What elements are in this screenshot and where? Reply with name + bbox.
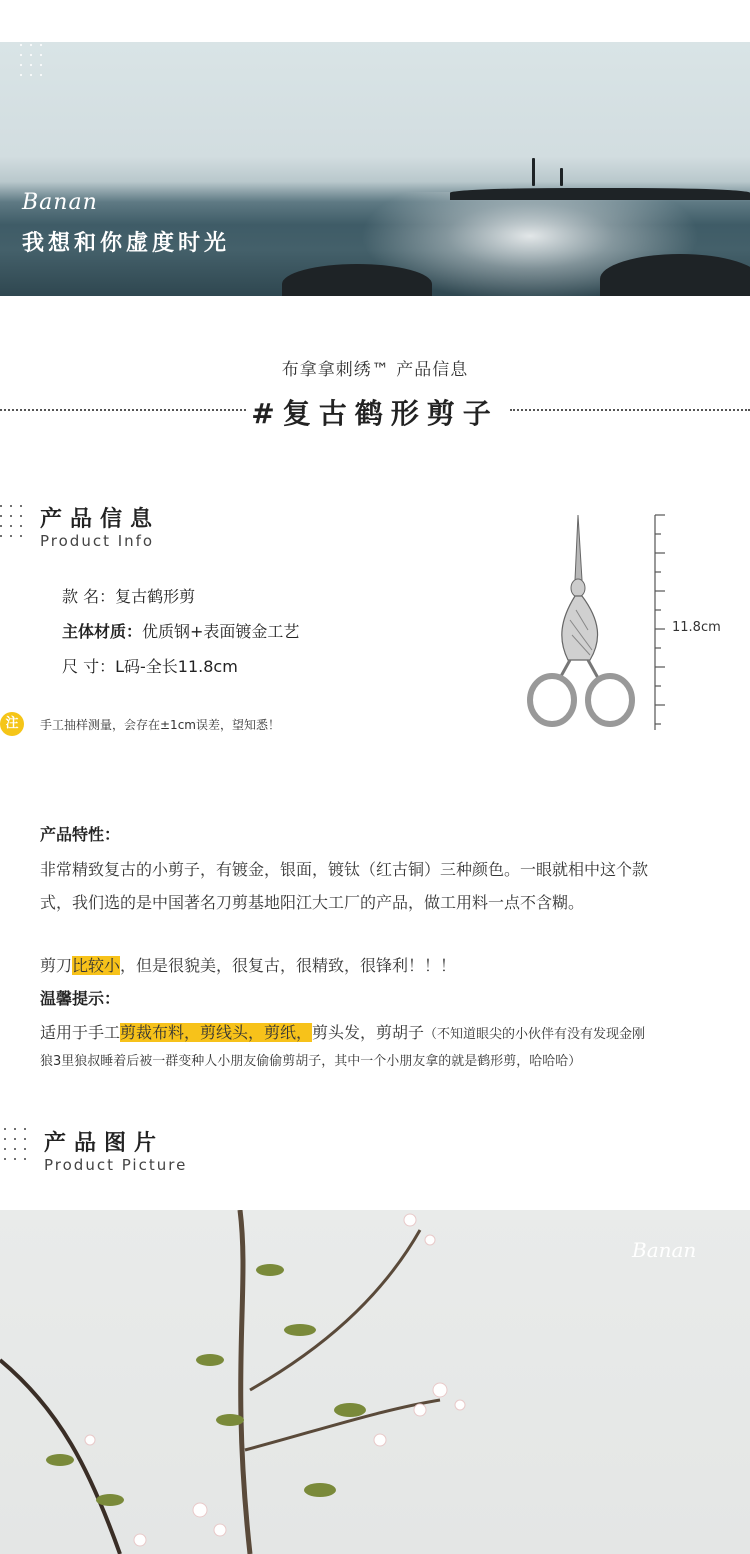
hero-banner	[0, 42, 750, 296]
section-title-cn: 产品图片	[44, 1131, 165, 1156]
dot-grid-decoration	[4, 1128, 30, 1164]
page-title: #复古鹤形剪子	[0, 392, 750, 432]
section-title-cn: 产品信息	[40, 507, 161, 532]
brand-line: 布拿拿刺绣™ 产品信息	[281, 360, 469, 380]
dot-grid-decoration	[0, 505, 26, 541]
features-line: 非常精致复古的小剪子，有镀金，银面，镀钛（红古铜）三种颜色。一眼就相中这个款	[40, 860, 649, 879]
distant-rocks	[450, 188, 750, 200]
tips-heading: 温馨提示：	[40, 989, 121, 1008]
foreground-rock	[282, 264, 432, 296]
section-title-en: Product Picture	[44, 1156, 188, 1174]
section-title-en: Product Info	[40, 532, 155, 550]
crane-scissors-image	[520, 510, 670, 735]
hero-slogan: 我想和你虚度时光	[22, 230, 231, 256]
person-silhouette	[560, 168, 563, 186]
note-badge: 注	[0, 712, 24, 736]
hero-brand-logo: Banan	[22, 190, 98, 215]
highlight: 剪裁布料，剪线头，剪纸，	[120, 1023, 313, 1042]
highlight: 比较小	[72, 956, 121, 975]
info-material: 主体材质：优质钢+表面镀金工艺	[62, 622, 300, 641]
title-row	[0, 390, 750, 430]
note-text: 手工抽样测量，会存在±1cm误差，望知悉！	[40, 718, 280, 732]
info-size: 尺 寸：L码-全长11.8cm	[62, 657, 238, 676]
features-line-highlight: 剪刀比较小，但是很貌美，很复古，很精致，很锋利！！！	[40, 956, 457, 975]
product-photo	[0, 1210, 750, 1554]
dot-grid-decoration	[20, 34, 46, 80]
features-heading: 产品特性：	[40, 825, 121, 844]
features-line: 式，我们选的是中国著名刀剪基地阳江大工厂的产品，做工用料一点不含糊。	[40, 893, 585, 912]
person-silhouette	[532, 158, 535, 186]
photo-watermark-logo: Banan	[632, 1238, 697, 1262]
tips-line-continued: 狼3里狼叔睡着后被一群变种人小朋友偷偷剪胡子，其中一个小朋友拿的就是鹤形剪，哈哈哈）	[40, 1054, 582, 1069]
info-name: 款 名：复古鹤形剪	[62, 587, 196, 606]
tips-line: 适用于手工剪裁布料，剪线头，剪纸，剪头发，剪胡子（不知道眼尖的小伙伴有没有发现金刚	[40, 1023, 646, 1042]
size-annotation: 11.8cm	[672, 620, 721, 635]
